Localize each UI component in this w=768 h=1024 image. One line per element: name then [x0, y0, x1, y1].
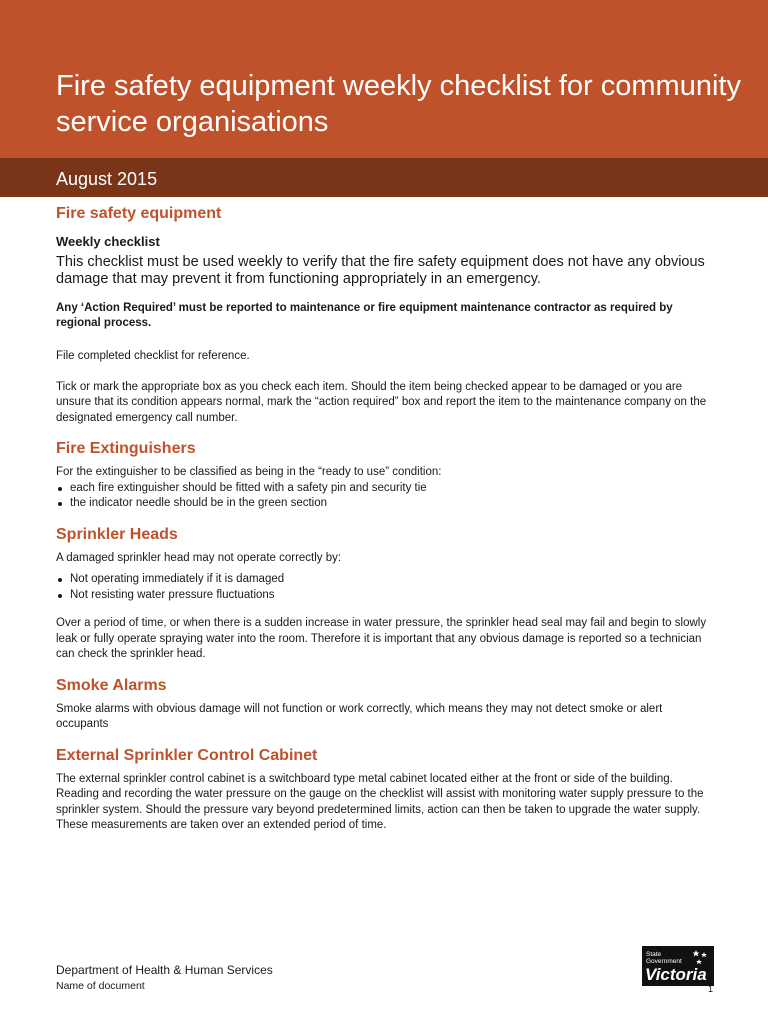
sprinklers-intro: A damaged sprinkler head may not operate correctly by:: [56, 551, 342, 564]
document-date: August 2015: [56, 169, 158, 189]
subheading-weekly-checklist: Weekly checklist: [56, 234, 160, 249]
date-band: [0, 158, 768, 197]
cabinet-paragraph: The external sprinkler control cabinet is a switchboard type metal cabinet located either at the front or side of the building. Reading and recording the water pressure on the gauge on the checklist will assist with monitoring water supply pressure to the sprinkler system. Should the pressure vary beyond predetermined limits, action can then be taken to upgrade the water supply. These measurements are taken over an extended period of time.: [56, 772, 704, 831]
victoria-government-logo: [642, 946, 714, 986]
document-body: [56, 204, 716, 834]
list-item: Not operating immediately if it is damaged: [56, 572, 716, 588]
instructions-paragraph: Tick or mark the appropriate box as you check each item. Should the item being checked appear to be damaged or you are unsure that its condition appears normal, mark the “action required” box and report the item to the maintenance company on the designated emergency call number.: [56, 380, 707, 424]
section-heading-external-sprinkler-control-cabinet: External Sprinkler Control Cabinet: [56, 746, 318, 764]
smoke-alarms-paragraph: Smoke alarms with obvious damage will not function or work correctly, which means they may not detect smoke or alert occupants: [56, 702, 663, 730]
southern-cross-icon: [690, 949, 710, 969]
document-title: Fire safety equipment weekly checklist for community service organisations: [56, 70, 741, 138]
list-item: the indicator needle should be in the green section: [56, 496, 716, 512]
logo-line-victoria: Victoria: [645, 965, 707, 984]
file-note: File completed checklist for reference.: [56, 350, 250, 362]
list-item: Not resisting water pressure fluctuations: [56, 588, 716, 604]
intro-lead-paragraph: This checklist must be used weekly to verify that the fire safety equipment does not have any obvious damage that may prevent it from functioning appropriately in an emergency.: [56, 254, 705, 287]
logo-line-government: Government: [646, 958, 682, 965]
sprinklers-paragraph: Over a period of time, or when there is a sudden increase in water pressure, the sprinkler head seal may fail and begin to slowly leak or fully operate spraying water into the room. Therefore it is important that any obvious damage is reported so a technician can check the sprinkler head.: [56, 617, 707, 660]
sprinklers-bullet-list: [56, 572, 716, 603]
footer-document-name: Name of document: [56, 980, 145, 992]
section-heading-fire-extinguishers: Fire Extinguishers: [56, 440, 196, 457]
page-number: 1: [708, 984, 714, 994]
section-heading-fire-safety-equipment: Fire safety equipment: [56, 205, 222, 222]
logo-line-state: State: [646, 951, 662, 958]
action-required-notice: Any ‘Action Required’ must be reported to maintenance or fire equipment maintenance contractor as required by regional process.: [56, 302, 673, 329]
title-banner: [0, 0, 768, 158]
list-item: each fire extinguisher should be fitted with a safety pin and security tie: [56, 481, 716, 497]
section-heading-sprinkler-heads: Sprinkler Heads: [56, 525, 178, 543]
extinguishers-bullet-list: [56, 481, 716, 512]
footer-department: Department of Health & Human Services: [56, 963, 273, 977]
extinguishers-intro: For the extinguisher to be classified as being in the “ready to use” condition:: [56, 466, 442, 478]
section-heading-smoke-alarms: Smoke Alarms: [56, 676, 167, 694]
